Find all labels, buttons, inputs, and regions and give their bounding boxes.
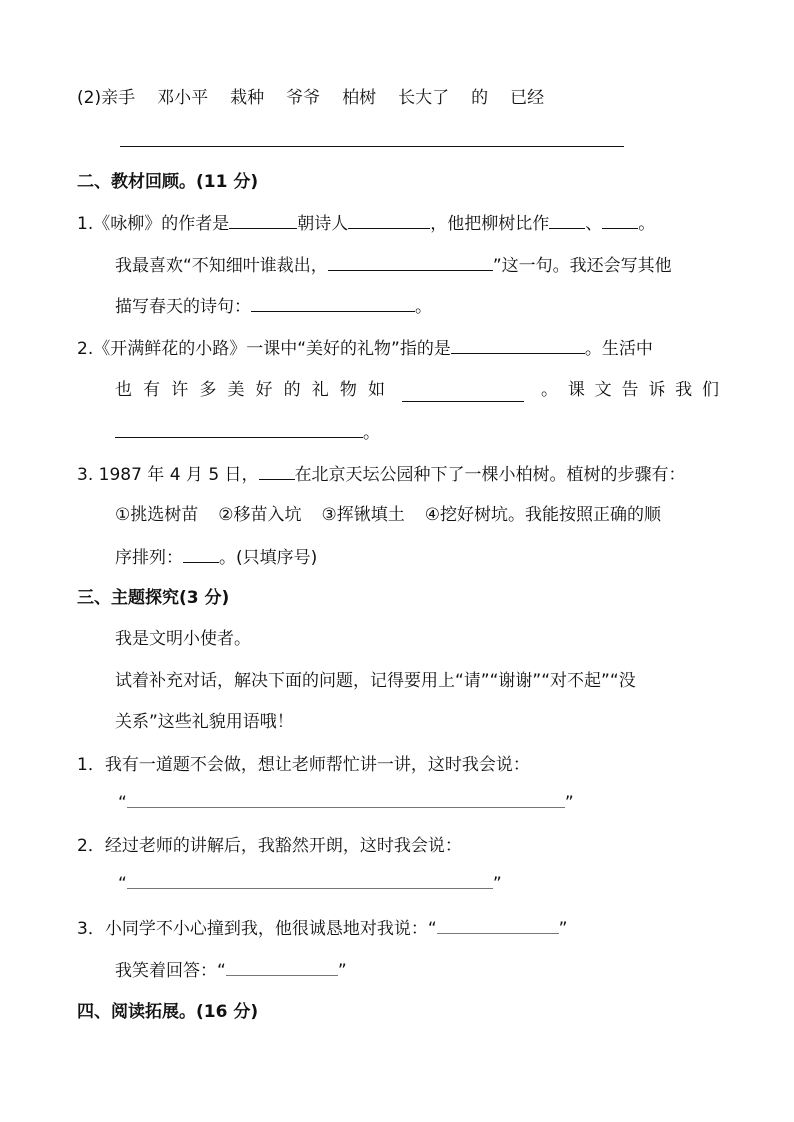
question-2-word-list (77, 86, 566, 110)
item-3-line-1 (77, 462, 686, 487)
blank-order[interactable] (183, 545, 219, 563)
blank-poet[interactable] (348, 211, 430, 229)
item-3-line-3 (115, 545, 317, 570)
char: 礼 (311, 380, 329, 400)
blank-dynasty[interactable] (229, 211, 297, 229)
item-text: 我笑着回答：“ (115, 961, 226, 981)
item-2-line-2 (115, 378, 719, 402)
quote: ” (564, 793, 574, 813)
section-3-intro-3: 关系”这些礼貌用语哦！ (115, 712, 294, 732)
item-text: 《开满鲜花的小路》一课中“美好的礼物”指的是 (93, 339, 451, 359)
char: 。 (541, 380, 558, 400)
item-text: 朝诗人 (297, 214, 349, 234)
dialogue-question-1: 1．我有一道题不会做，想让老师帮忙讲一讲，这时我会说： (77, 755, 530, 775)
item-text: 、 (585, 214, 603, 234)
char: 我 (675, 380, 693, 400)
item-1-line-1 (77, 211, 655, 236)
quote: ” (337, 961, 347, 981)
quote: ” (492, 874, 502, 894)
item-text: 。 (415, 297, 432, 317)
item-text: 。(只填序号) (219, 548, 318, 568)
word: 邓小平 (157, 88, 209, 108)
char: 物 (339, 380, 357, 400)
option: ④挖好树坑。我能按照正确的顺 (424, 505, 661, 525)
word: 长大了 (398, 88, 450, 108)
blank-gift-examples[interactable] (402, 384, 524, 402)
char: 们 (701, 380, 719, 400)
char: 也 (115, 380, 132, 400)
char: 告 (621, 380, 639, 400)
question-label: (2) (77, 88, 102, 108)
char: 多 (199, 380, 217, 400)
item-text: ，他把柳树比作 (430, 214, 550, 234)
section-4-heading: 四、阅读拓展。(16 分) (77, 1002, 259, 1022)
blank-poem-line[interactable] (328, 253, 493, 271)
char: 课 (567, 380, 585, 400)
dialogue-answer-2 (118, 871, 502, 896)
item-1-line-3 (115, 294, 432, 319)
blank-lesson[interactable] (115, 420, 363, 438)
word: 柏树 (342, 88, 377, 108)
answer-blank-4[interactable] (226, 958, 338, 976)
quote: “ (118, 874, 127, 894)
word: 的 (471, 88, 489, 108)
answer-blank-3[interactable] (437, 916, 559, 934)
char: 有 (143, 380, 161, 400)
dialogue-question-3 (77, 916, 567, 941)
char: 许 (171, 380, 189, 400)
char: 好 (255, 380, 273, 400)
item-text: 。 (363, 423, 380, 443)
answer-line[interactable] (120, 146, 624, 147)
item-text: 1987 年 4 月 5 日， (98, 465, 259, 485)
item-text: 。生活中 (584, 339, 653, 359)
item-text: 序排列： (115, 548, 183, 568)
char: 的 (283, 380, 301, 400)
item-1-line-2 (115, 253, 672, 278)
dialogue-question-2: 2．经过老师的讲解后，我豁然开朗，这时我会说： (77, 836, 462, 856)
item-number: 3. (77, 465, 94, 485)
section-3-intro-2: 试着补充对话，解决下面的问题，记得要用上“请”“谢谢”“对不起”“没 (115, 671, 636, 691)
blank-spring-poem[interactable] (251, 294, 415, 312)
section-2-heading: 二、教材回顾。(11 分) (77, 172, 259, 192)
word: 亲手 (101, 88, 136, 108)
item-text: 3．小同学不小心撞到我，他很诚恳地对我说：“ (77, 919, 437, 939)
option: ②移苗入坑 (218, 505, 302, 525)
item-text: 描写春天的诗句： (115, 297, 251, 317)
blank-metaphor-1[interactable] (549, 211, 585, 229)
item-2-line-1 (77, 336, 653, 361)
blank-metaphor-2[interactable] (602, 211, 638, 229)
item-text: 。 (638, 214, 656, 234)
word: 已经 (510, 88, 545, 108)
quote: “ (118, 793, 127, 813)
item-2-line-3 (115, 420, 380, 445)
answer-blank-2[interactable] (127, 871, 493, 889)
word: 爷爷 (286, 88, 321, 108)
item-text: ”这一句。我还会写其他 (492, 256, 672, 276)
answer-blank-1[interactable] (127, 790, 565, 808)
section-3-intro-1: 我是文明小使者。 (115, 629, 251, 649)
word: 栽种 (230, 88, 265, 108)
section-3-heading: 三、主题探究(3 分) (77, 588, 230, 608)
option: ③挥锹填土 (321, 505, 405, 525)
char: 美 (227, 380, 245, 400)
item-text: 我最喜欢“不知细叶谁裁出， (115, 256, 328, 276)
char: 文 (594, 380, 612, 400)
blank-person[interactable] (259, 462, 295, 480)
item-text: 《咏柳》的作者是 (93, 214, 230, 234)
option: ①挑选树苗 (115, 505, 199, 525)
char: 诉 (648, 380, 666, 400)
quote: ” (558, 919, 568, 939)
item-number: 2. (77, 339, 94, 359)
char: 如 (367, 380, 385, 400)
dialogue-answer-1 (118, 790, 574, 815)
blank-gift[interactable] (451, 336, 585, 354)
item-3-options (115, 503, 661, 527)
dialogue-reply-3 (115, 958, 347, 983)
item-text: 在北京天坛公园种下了一棵小柏树。植树的步骤有： (294, 465, 686, 485)
item-number: 1. (77, 214, 94, 234)
